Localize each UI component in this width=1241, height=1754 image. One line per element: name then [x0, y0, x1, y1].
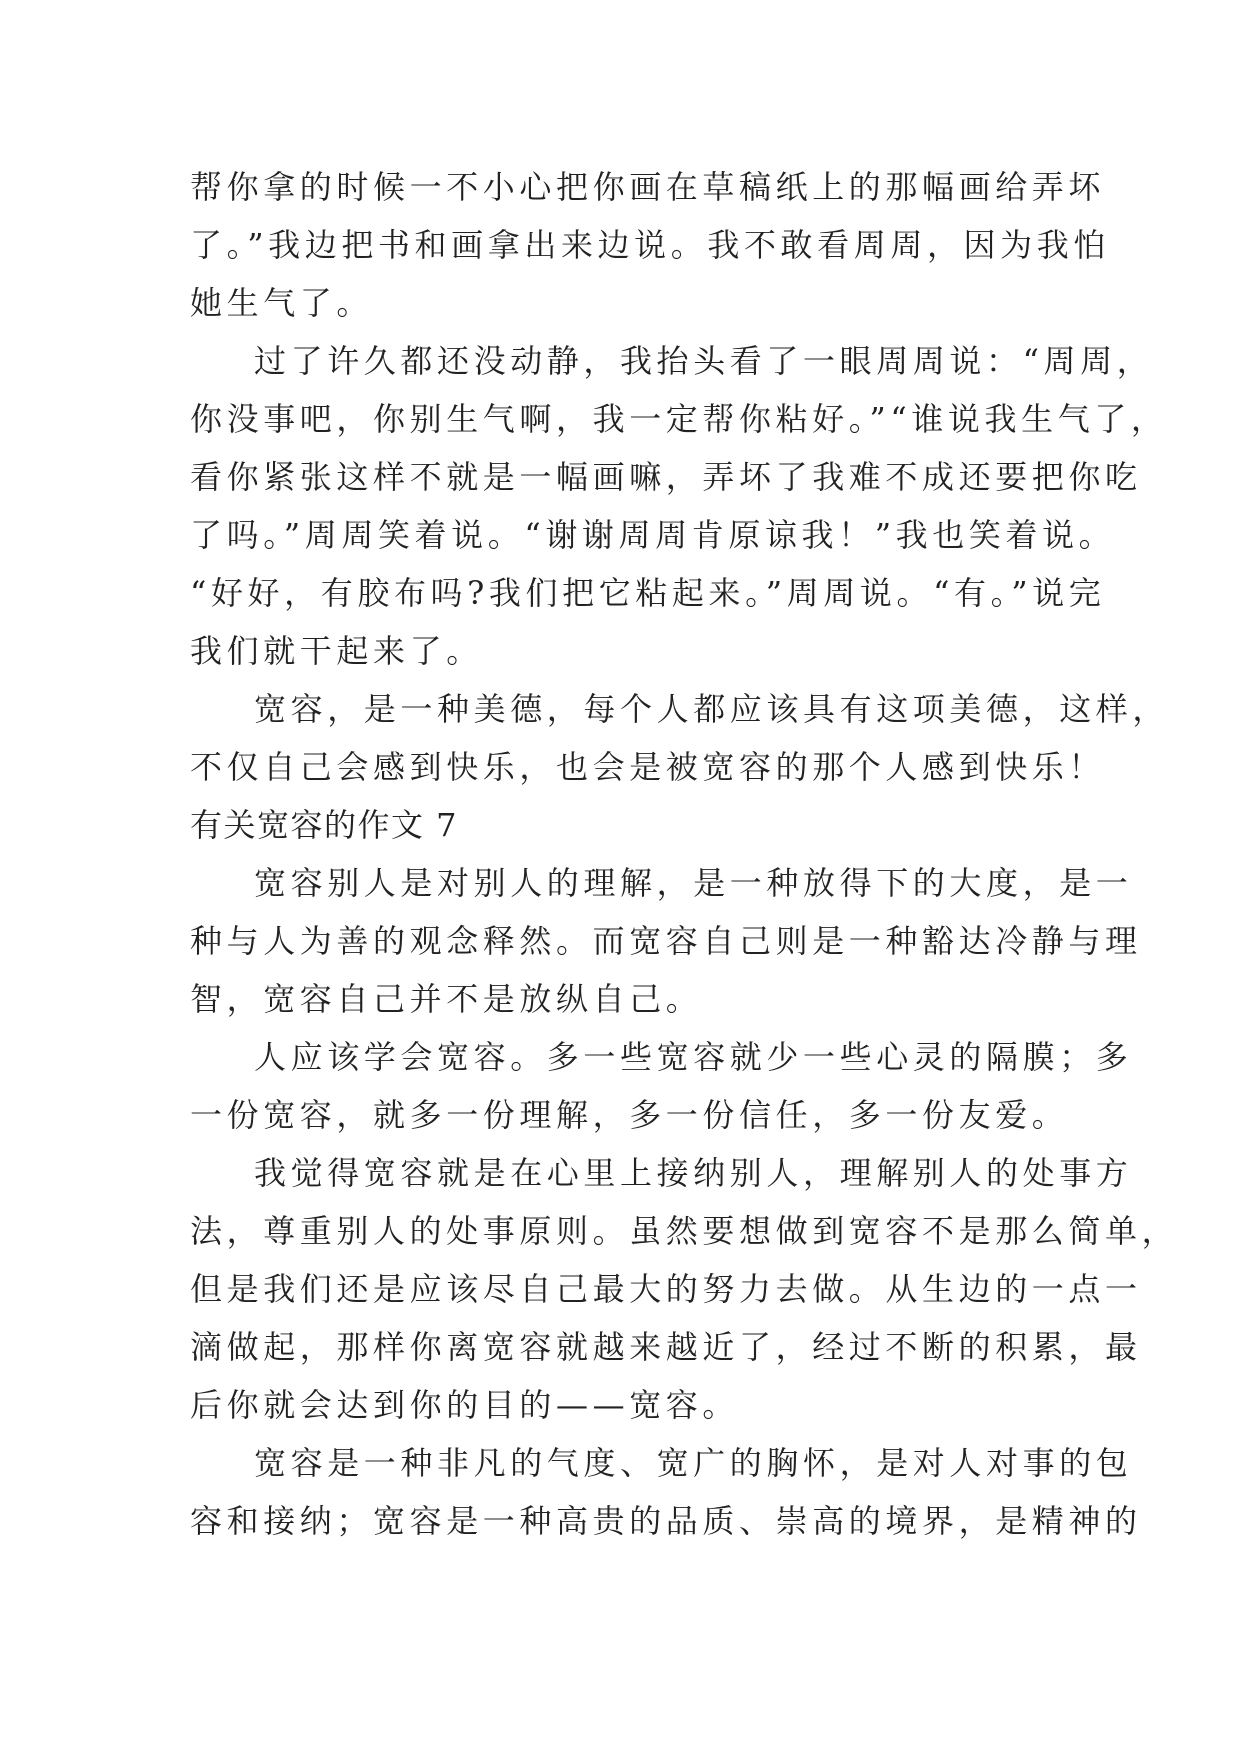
section-heading: 有关宽容的作文 7 — [190, 806, 459, 844]
text-line: 不仅自己会感到快乐，也会是被宽容的那个人感到快乐！ — [190, 748, 1106, 786]
text-line: 但是我们还是应该尽自己最大的努力去做。从生边的一点一 — [190, 1270, 1142, 1308]
text-line: 看你紧张这样不就是一幅画嘛，弄坏了我难不成还要把你吃 — [190, 458, 1142, 496]
paragraph-first-line: 宽容是一种非凡的气度、宽广的胸怀，是对人对事的包 — [254, 1444, 1133, 1482]
text-line: 了。”我边把书和画拿出来边说。我不敢看周周，因为我怕 — [190, 226, 1110, 264]
text-line: 我们就干起来了。 — [190, 632, 483, 670]
text-line: 一份宽容，就多一份理解，多一份信任，多一份友爱。 — [190, 1096, 1069, 1134]
text-line: 她生气了。 — [190, 284, 374, 322]
document-body — [190, 158, 1179, 1550]
text-line: 滴做起，那样你离宽容就越来越近了，经过不断的积累，最 — [190, 1328, 1142, 1366]
text-line: 后你就会达到你的目的——宽容。 — [190, 1386, 740, 1424]
text-line: 你没事吧，你别生气啊，我一定帮你粘好。”“谁说我生气了， — [190, 400, 1168, 438]
text-line: 智，宽容自己并不是放纵自己。 — [190, 980, 703, 1018]
paragraph-first-line: 宽容别人是对别人的理解，是一种放得下的大度，是一 — [254, 864, 1133, 902]
paragraph-first-line: 宽容，是一种美德，每个人都应该具有这项美德，这样， — [254, 690, 1170, 728]
text-line: 法，尊重别人的处事原则。虽然要想做到宽容不是那么简单， — [190, 1212, 1179, 1250]
text-line: 帮你拿的时候一不小心把你画在草稿纸上的那幅画给弄坏 — [190, 168, 1106, 206]
text-line: 容和接纳；宽容是一种高贵的品质、崇高的境界，是精神的 — [190, 1502, 1142, 1540]
paragraph-first-line: 人应该学会宽容。多一些宽容就少一些心灵的隔膜；多 — [254, 1038, 1133, 1076]
text-line: 了吗。”周周笑着说。“谢谢周周肯原谅我！”我也笑着说。 — [190, 516, 1116, 554]
paragraph-first-line: 我觉得宽容就是在心里上接纳别人，理解别人的处事方 — [254, 1154, 1133, 1192]
paragraph-first-line: 过了许久都还没动静，我抬头看了一眼周周说：“周周， — [254, 342, 1154, 380]
text-line: “好好，有胶布吗?我们把它粘起来。”周周说。“有。”说完 — [190, 574, 1106, 612]
text-line: 种与人为善的观念释然。而宽容自己则是一种豁达冷静与理 — [190, 922, 1142, 960]
